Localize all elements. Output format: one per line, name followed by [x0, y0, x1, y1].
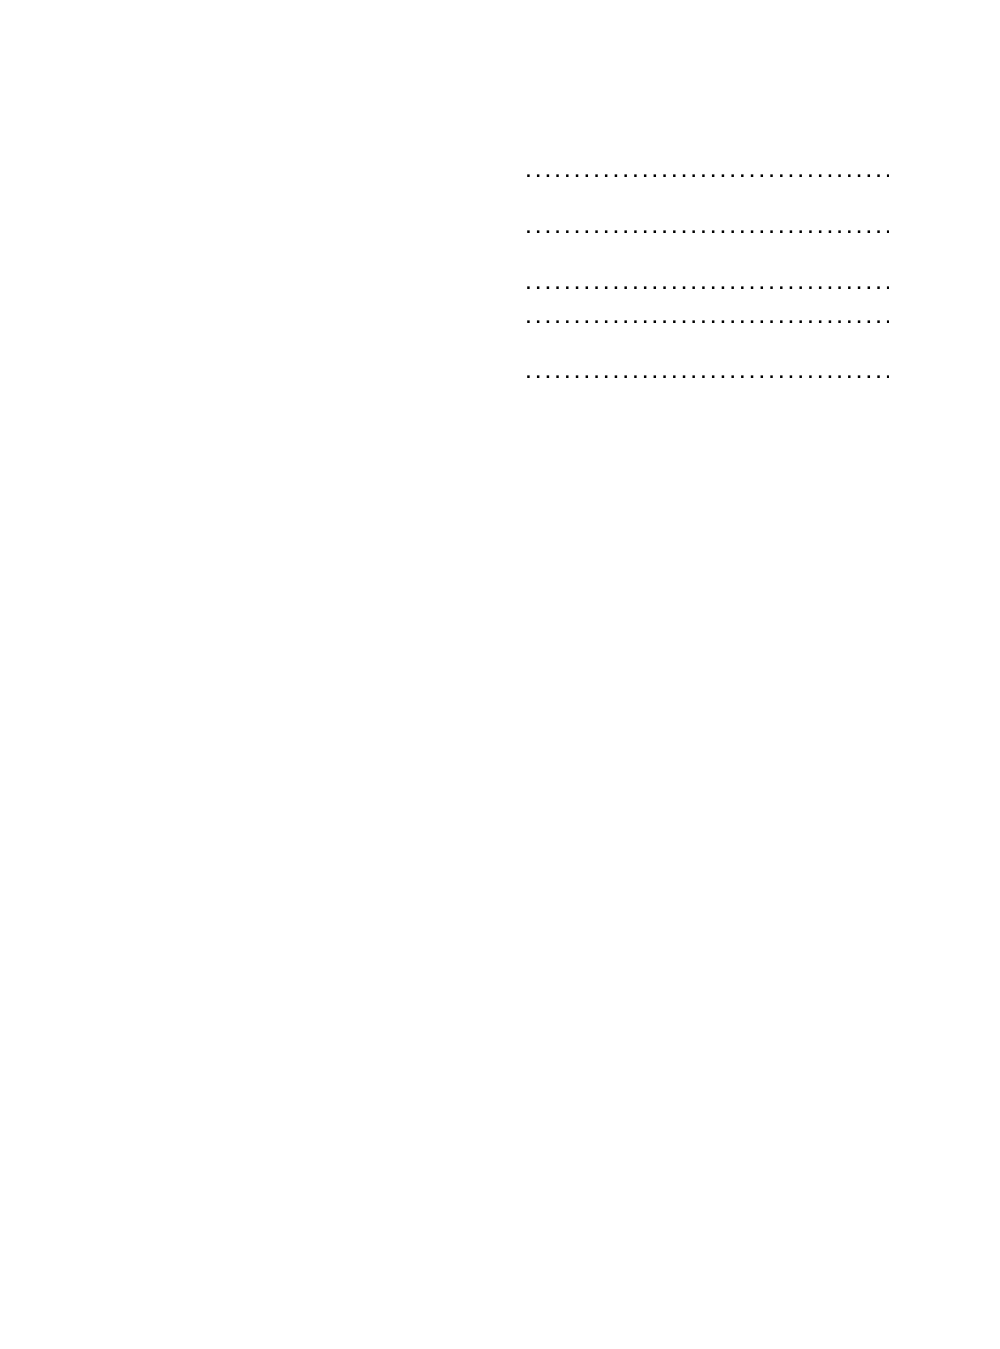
toc-grading-part2-entry — [524, 272, 889, 296]
toc-grading-part2 — [524, 248, 889, 295]
leader-dots — [524, 361, 889, 385]
toc-grading-part2-line1 — [524, 248, 889, 272]
toc-grading-all — [524, 136, 889, 183]
toc-grading-all-entry — [524, 160, 889, 184]
toc-solutions-line1 — [524, 338, 889, 362]
toc-solutions-entry — [524, 361, 889, 385]
leader-dots — [524, 160, 889, 184]
toc-grading-part1-line1 — [524, 192, 889, 216]
leader-dots — [524, 216, 889, 240]
toc-answers — [524, 305, 889, 329]
toc-grading-part1 — [524, 192, 889, 239]
toc-grading-part1-entry — [524, 216, 889, 240]
toc-solutions — [524, 338, 889, 385]
toc-answers-entry — [524, 305, 889, 329]
leader-dots — [524, 305, 889, 329]
toc-grading-all-line1 — [524, 136, 889, 160]
leader-dots — [524, 272, 889, 296]
toc-right-column — [524, 136, 889, 394]
